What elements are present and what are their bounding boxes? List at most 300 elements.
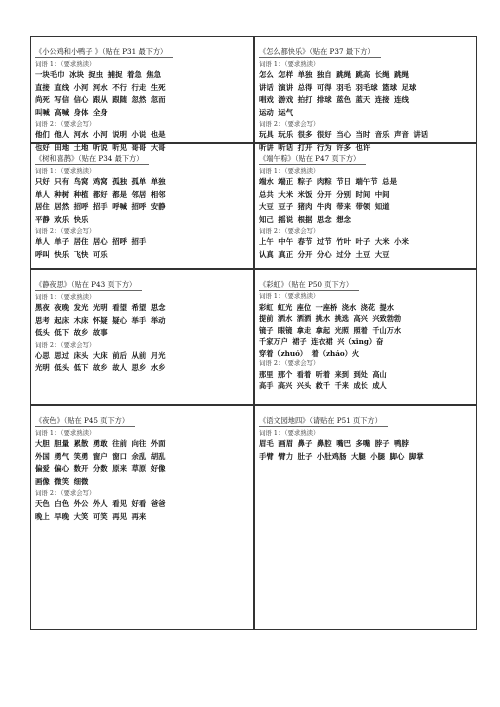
vocab-word: 豆子 (278, 202, 294, 211)
lesson-title: 《彩虹》（贴在 P50 页下方） (259, 280, 359, 291)
vocab-word: 照着 (353, 325, 368, 335)
vocab-word: 高兴 (277, 381, 293, 390)
vocab-word: 玩具 (259, 130, 274, 139)
vocab-word: 床头 (73, 350, 89, 360)
vocab-word: 兴致勃勃 (372, 314, 402, 323)
vocab-word: 怀疑 (92, 315, 108, 325)
vocab-word: 心思 (35, 350, 50, 360)
vocab-word: 浇水 (341, 302, 357, 312)
vocab-word: 写信 (54, 95, 70, 104)
word-row (35, 69, 249, 82)
vocab-word: 唱戏 (259, 95, 274, 104)
vocab-word: 中间 (374, 189, 390, 199)
word-row (35, 214, 249, 227)
vocab-word: 招呼 (131, 202, 147, 211)
word-row (35, 463, 249, 476)
vocab-word: 竹叶 (336, 237, 351, 246)
vocab-word: 都是 (112, 189, 127, 199)
vocab-word: 一块毛巾 (35, 70, 65, 79)
vocab-word: 足球 (401, 82, 417, 92)
vocab-word: 低头 (54, 363, 70, 372)
vocab-word: 单独 (150, 177, 166, 186)
vocab-word: 连线 (394, 95, 409, 104)
word-group-label: 词语 2：（要求会写） (35, 227, 96, 235)
vocab-word: 知道 (374, 202, 390, 211)
vocab-word: 蓝色 (336, 95, 351, 104)
vocab-word: 臂力 (278, 451, 294, 461)
vocab-word: 上午 (259, 237, 274, 246)
vocab-word: 总共 (259, 189, 274, 199)
vocab-word: 爸爸 (150, 499, 166, 508)
word-row (35, 82, 249, 95)
vocab-word: 大笑 (73, 511, 89, 521)
vocab-word: 从前 (131, 350, 147, 360)
vocab-word: 晚上 (35, 511, 50, 521)
vocab-word: 分数 (92, 464, 108, 473)
vocab-word: 过节 (316, 237, 332, 246)
word-row (35, 249, 249, 262)
word-row (259, 348, 472, 360)
lesson-title: 《小公鸡和小鸭子 》（贴在 P31 最下方） (35, 47, 173, 58)
vocab-word: 挑水 (315, 314, 331, 323)
vocab-word: 高兴 (353, 314, 368, 323)
word-row (35, 498, 249, 511)
word-group-label: 词语 1：（要求熟读） (259, 429, 320, 437)
vocab-word: 希望 (131, 303, 147, 312)
vocab-word: 认真 (259, 249, 274, 259)
vocab-word: 原来 (112, 464, 127, 473)
vocab-word: 跳绳 (394, 70, 409, 79)
vocab-word: 拿起 (315, 325, 331, 335)
word-row (259, 438, 472, 451)
vocab-word: 他人 (54, 130, 70, 139)
word-row (35, 362, 249, 375)
word-group-label: 词语 1：（要求熟读） (259, 292, 320, 300)
vocab-word: 提前 (259, 314, 274, 323)
vocab-word: 看见 (112, 499, 127, 508)
vocab-word: 窗口 (112, 451, 127, 461)
vocab-word: 单子 (54, 237, 70, 246)
word-row (35, 189, 249, 202)
vocab-word: 许多 (336, 142, 351, 152)
vocab-word: 低下 (73, 363, 89, 372)
vocab-word: 怎样 (278, 70, 294, 79)
vocab-word: 根据 (297, 214, 313, 224)
vocab-word: 带来 (336, 202, 351, 211)
vocab-word: 直线 (54, 82, 70, 92)
vocab-word: 画眉 (278, 439, 294, 448)
vocab-word: 光明 (92, 303, 108, 312)
vocab-word: 起床 (54, 315, 70, 325)
vocab-word: 也许 (355, 142, 371, 152)
vocab-word: 冰块 (69, 70, 84, 79)
vocab-word: 思念 (150, 303, 166, 312)
vocab-word: 行走 (131, 82, 147, 92)
vocab-word: 焦急 (146, 70, 162, 79)
word-row (35, 350, 249, 363)
vocab-word: 哥哥 (131, 142, 147, 152)
vocab-word: 手臂 (259, 451, 274, 461)
vocab-word: 天色 (35, 499, 50, 508)
vocab-word: 发光 (73, 303, 89, 312)
vocab-word: 着急 (126, 70, 142, 79)
vocab-word: 土地 (73, 142, 89, 152)
vocab-word: 虹光 (277, 302, 293, 312)
vocab-word: 脚心 (389, 451, 405, 461)
vocab-word: 窗户 (92, 451, 108, 461)
vocab-word: 故事 (92, 328, 108, 337)
word-group-label: 词语 2：（要求会写） (35, 340, 96, 349)
vocab-word: 独自 (316, 70, 332, 79)
vocab-word: 千山万水 (372, 325, 402, 335)
vocab-word: 生死 (150, 82, 166, 92)
vocab-word: 黑夜 (35, 303, 50, 312)
vocab-word: 提水 (379, 302, 394, 312)
vocab-word: 粽子 (297, 177, 313, 186)
vocab-word: 邻居 (131, 189, 147, 199)
vocab-word: 叶子 (355, 237, 371, 246)
vocab-word: 勇气 (54, 451, 70, 461)
vocab-word: 大哥 (150, 142, 166, 152)
vocab-word: 偏爱 (35, 464, 50, 473)
word-row (259, 313, 472, 325)
word-row (259, 451, 472, 464)
vocab-word: 水乡 (150, 363, 166, 372)
vocab-word: 听着 (315, 369, 331, 379)
vocab-word: 很多 (297, 130, 313, 139)
word-group-label: 词语 1：（要求熟读） (259, 60, 320, 68)
vocab-word: 全身 (92, 107, 108, 117)
word-row (35, 201, 249, 214)
vocab-word: 说明 (112, 130, 127, 139)
vocab-word: 叫喊 (35, 107, 50, 117)
vocab-word: 他们 (35, 130, 50, 139)
vocab-word: 长绳 (374, 70, 390, 79)
vocab-word: 排球 (316, 95, 332, 104)
vocab-word: 也好 (35, 142, 50, 152)
vocab-word: 可得 (316, 82, 332, 92)
vocab-word: 居心 (92, 237, 108, 246)
vocab-word: 高喊 (54, 107, 70, 117)
lesson-section (254, 143, 477, 269)
vocab-word: 呼喊 (112, 202, 127, 211)
vocab-word: 相邻 (150, 189, 166, 199)
vocab-word: 篮球 (382, 82, 397, 92)
vocab-word: 蓝天 (355, 95, 371, 104)
vocab-word: 外公 (73, 499, 89, 508)
word-row (259, 189, 472, 202)
vocab-word: 小肚鸡肠 (316, 451, 347, 461)
vocab-word: 快乐 (73, 214, 89, 224)
vocab-word: 跟从 (92, 95, 108, 104)
word-row (259, 201, 472, 214)
vocab-word: 疑心 (112, 315, 127, 325)
vocab-word: 忽而 (150, 95, 166, 104)
word-row (35, 236, 249, 249)
vocab-word: 总是 (382, 177, 397, 186)
lesson-section (254, 269, 477, 405)
word-row (259, 325, 472, 337)
vocab-word: 居住 (73, 237, 89, 246)
vocab-word: 游戏 (278, 95, 294, 104)
vocab-word: 外面 (150, 439, 166, 448)
vocab-word: 种树 (54, 189, 70, 199)
vocab-word: 那里 (259, 369, 274, 379)
word-row (35, 315, 249, 328)
vocab-word: 月光 (150, 350, 166, 360)
vocab-word: 多嘴 (355, 439, 371, 448)
vocab-word: 跳高 (355, 70, 371, 79)
vocab-word: 猪肉 (297, 202, 313, 211)
vocab-word: 浇花 (360, 302, 376, 312)
vocab-word: 运动 (259, 107, 274, 117)
vocab-word: 肚子 (297, 451, 313, 461)
vocab-word: 思乡 (131, 363, 147, 372)
vocab-word: 看着 (296, 369, 312, 379)
word-row (259, 249, 472, 262)
vocab-word: 再见 (112, 511, 127, 521)
vocab-word: 孤单 (131, 177, 147, 186)
word-row (35, 511, 249, 524)
vocab-word: 累散 (73, 439, 89, 448)
vocab-word: 好看 (131, 499, 147, 508)
lesson-title: 《夜色》（贴在 P45 页下方） (35, 416, 135, 427)
word-row (259, 380, 472, 392)
vocab-word: 再来 (131, 511, 147, 521)
vocab-word: 讲话 (413, 130, 429, 139)
word-group-label: 词语 1：（要求熟读） (35, 293, 96, 301)
vocab-word: 故人 (112, 363, 127, 372)
vocab-word: 连接 (374, 95, 390, 104)
vocab-word: 故乡 (73, 328, 89, 337)
word-group-label: 词语 1：（要求熟读） (35, 167, 96, 175)
vocab-word: 大米 (278, 189, 294, 199)
word-row (259, 107, 472, 120)
vocab-word: 安静 (150, 202, 166, 211)
word-row (35, 438, 249, 451)
lesson-section (30, 269, 254, 405)
vocab-word: 白色 (54, 499, 70, 508)
vocab-word: 米饭 (297, 189, 313, 199)
vocab-word: 兴（xīng）奋 (337, 337, 384, 346)
vocab-word: 听话 (278, 142, 294, 152)
vocab-word: 洒洒 (296, 314, 312, 323)
vocab-word: 河水 (92, 82, 108, 92)
word-row (259, 369, 472, 381)
vocab-word: 小说 (131, 130, 147, 139)
vocab-word: 外国 (35, 451, 50, 461)
vocab-word: 很好 (316, 130, 332, 139)
vocab-word: 彩虹 (259, 302, 274, 312)
vocab-word: 鼻腔 (316, 439, 332, 448)
vocab-word: 捉虫 (88, 70, 104, 79)
vocab-word: 座位 (296, 302, 312, 312)
vocab-word: 穿着（zhuó） (259, 348, 308, 358)
vocab-word: 大豆 (259, 202, 274, 211)
vocab-word: 河水 (73, 130, 89, 139)
vocab-word: 打开 (297, 142, 313, 152)
vocab-word: 勇敢 (92, 439, 108, 448)
vocab-word: 裙子 (292, 337, 307, 346)
vocab-word: 大豆 (374, 249, 390, 259)
vocab-word: 千家万户 (259, 337, 288, 346)
vocab-word: 招手 (92, 202, 108, 211)
vocab-word: 过分 (336, 249, 351, 259)
vocab-word: 拍打 (297, 95, 313, 104)
word-row (259, 214, 472, 227)
vocab-word: 低下 (54, 328, 70, 337)
word-row (35, 176, 249, 189)
vocab-word: 那个 (277, 369, 293, 379)
vocab-word: 夜晚 (54, 303, 70, 312)
vocab-word: 成人 (372, 381, 387, 390)
vocab-word: 故乡 (92, 363, 108, 372)
lesson-title: 《端午粽》（贴在 P47 页下方） (259, 154, 366, 165)
lesson-title: 《语文园地四》（请贴在 P51 页下方） (259, 416, 388, 427)
vocabulary-sheet (30, 36, 477, 630)
vocab-word: 总得 (297, 82, 313, 92)
vocab-word: 数开 (73, 464, 89, 473)
word-row (259, 129, 472, 142)
word-row (259, 236, 472, 249)
word-group-label: 词语 2：（要求会写） (259, 359, 320, 367)
word-group-label: 词语 2：（要求会写） (259, 227, 320, 235)
vocab-word: 招呼 (112, 237, 127, 246)
vocab-word: 带领 (355, 202, 371, 211)
word-row (35, 451, 249, 464)
vocab-word: 单独 (297, 70, 313, 79)
vocab-word: 眉毛 (259, 439, 274, 448)
vocab-word: 早晚 (54, 511, 70, 521)
vocab-word: 到处 (353, 369, 368, 379)
vocab-word: 快乐 (54, 249, 70, 259)
vocab-word: 鸟窝 (73, 177, 89, 186)
vocab-word: 脚掌 (408, 451, 424, 461)
word-row (259, 336, 472, 348)
vocab-word: 画像 (35, 476, 50, 486)
vocab-word: 大床 (92, 350, 108, 360)
vocab-word: 只有 (54, 177, 70, 186)
vocab-word: 直接 (35, 82, 50, 92)
vocab-word: 余乱 (131, 451, 147, 461)
word-row (259, 302, 472, 314)
vocab-word: 也是 (150, 130, 166, 139)
vocab-word: 脖子 (374, 439, 390, 448)
lesson-section (30, 143, 254, 269)
vocab-word: 招手 (131, 237, 147, 246)
vocab-word: 鸡窝 (92, 177, 108, 186)
vocab-word: 着（zháo）火 (311, 348, 360, 358)
vocab-word: 平静 (35, 214, 50, 224)
vocab-word: 知己 (259, 214, 274, 224)
word-group-label: 词语 2：（要求会写） (259, 120, 320, 128)
vocab-word: 胆量 (54, 439, 70, 448)
vocab-word: 居然 (54, 202, 70, 211)
vocab-word: 微笑 (54, 476, 70, 486)
vocab-word: 嘴巴 (336, 439, 351, 448)
vocab-word: 信心 (73, 95, 89, 104)
vocab-word: 时间 (355, 189, 371, 199)
word-group-label: 词语 2：（要求会写） (35, 489, 96, 497)
vocab-word: 向往 (131, 439, 147, 448)
vocab-word: 讲话 (259, 82, 274, 92)
vocab-word: 羽毛球 (355, 82, 378, 92)
word-row (259, 82, 472, 95)
vocab-word: 胡乱 (150, 451, 166, 461)
vocab-word: 眼镜 (277, 325, 293, 335)
vocab-word: 想念 (336, 214, 351, 224)
vocab-word: 笑勇 (73, 451, 89, 461)
vocab-word: 欢乐 (54, 214, 70, 224)
lesson-title: 《树和喜鹊》（贴在 P34 最下方） (35, 154, 149, 165)
lesson-title: 《静夜思》（贴在 P43 页下方） (35, 280, 142, 291)
vocab-word: 端水 (259, 177, 274, 186)
vocab-word: 外人 (92, 499, 108, 508)
word-row (259, 94, 472, 107)
word-row (35, 302, 249, 315)
vocab-word: 身体 (73, 107, 89, 117)
vocab-word: 小河 (73, 82, 89, 92)
vocab-word: 高山 (372, 369, 387, 379)
vocab-word: 大胆 (35, 439, 50, 448)
word-group-label: 词语 1：（要求熟读） (35, 60, 96, 68)
vocab-word: 居住 (35, 202, 50, 211)
vocab-word: 听见 (112, 142, 127, 152)
vocab-word: 大米 (374, 237, 390, 246)
vocab-word: 木床 (73, 315, 89, 325)
vocab-word: 小米 (394, 237, 409, 246)
vocab-word: 端正 (278, 177, 294, 186)
vocab-word: 春节 (297, 237, 313, 246)
vocab-word: 鸭脖 (394, 439, 409, 448)
vocab-word: 牛肉 (316, 202, 332, 211)
vocab-word: 思考 (35, 315, 50, 325)
vocab-word: 来到 (334, 369, 349, 379)
vocab-word: 跟随 (112, 95, 127, 104)
vocab-word: 前后 (112, 350, 127, 360)
vocab-word: 分心 (316, 249, 332, 259)
vocab-word: 草原 (131, 464, 147, 473)
vocab-word: 偏心 (54, 464, 70, 473)
vocab-word: 高手 (259, 381, 274, 390)
vocab-word: 拿走 (296, 325, 312, 335)
vocab-word: 当心 (336, 130, 351, 139)
vocab-word: 单人 (35, 189, 50, 199)
vocab-word: 举动 (150, 315, 166, 325)
vocab-word: 声音 (394, 130, 409, 139)
vocab-word: 种植 (73, 189, 89, 199)
vocab-word: 都好 (92, 189, 108, 199)
vocab-word: 真正 (278, 249, 294, 259)
word-row (259, 176, 472, 189)
vocab-word: 招呼 (73, 202, 89, 211)
vocab-word: 光明 (35, 363, 50, 372)
vocab-word: 一座桥 (315, 302, 338, 312)
vocab-word: 单人 (35, 237, 50, 246)
vocab-word: 田地 (54, 142, 70, 152)
word-group-label: 词语 2：（要求会写） (35, 120, 96, 128)
vocab-word: 羽毛 (336, 82, 351, 92)
word-row (35, 327, 249, 340)
vocab-word: 镜子 (259, 325, 274, 335)
vocab-word: 看望 (112, 303, 127, 312)
vocab-word: 可乐 (92, 249, 108, 259)
vocab-word: 光照 (334, 325, 349, 335)
vocab-word: 不行 (112, 82, 127, 92)
vocab-word: 千来 (334, 381, 349, 390)
vocab-word: 听讲 (259, 142, 274, 152)
word-row (35, 94, 249, 107)
